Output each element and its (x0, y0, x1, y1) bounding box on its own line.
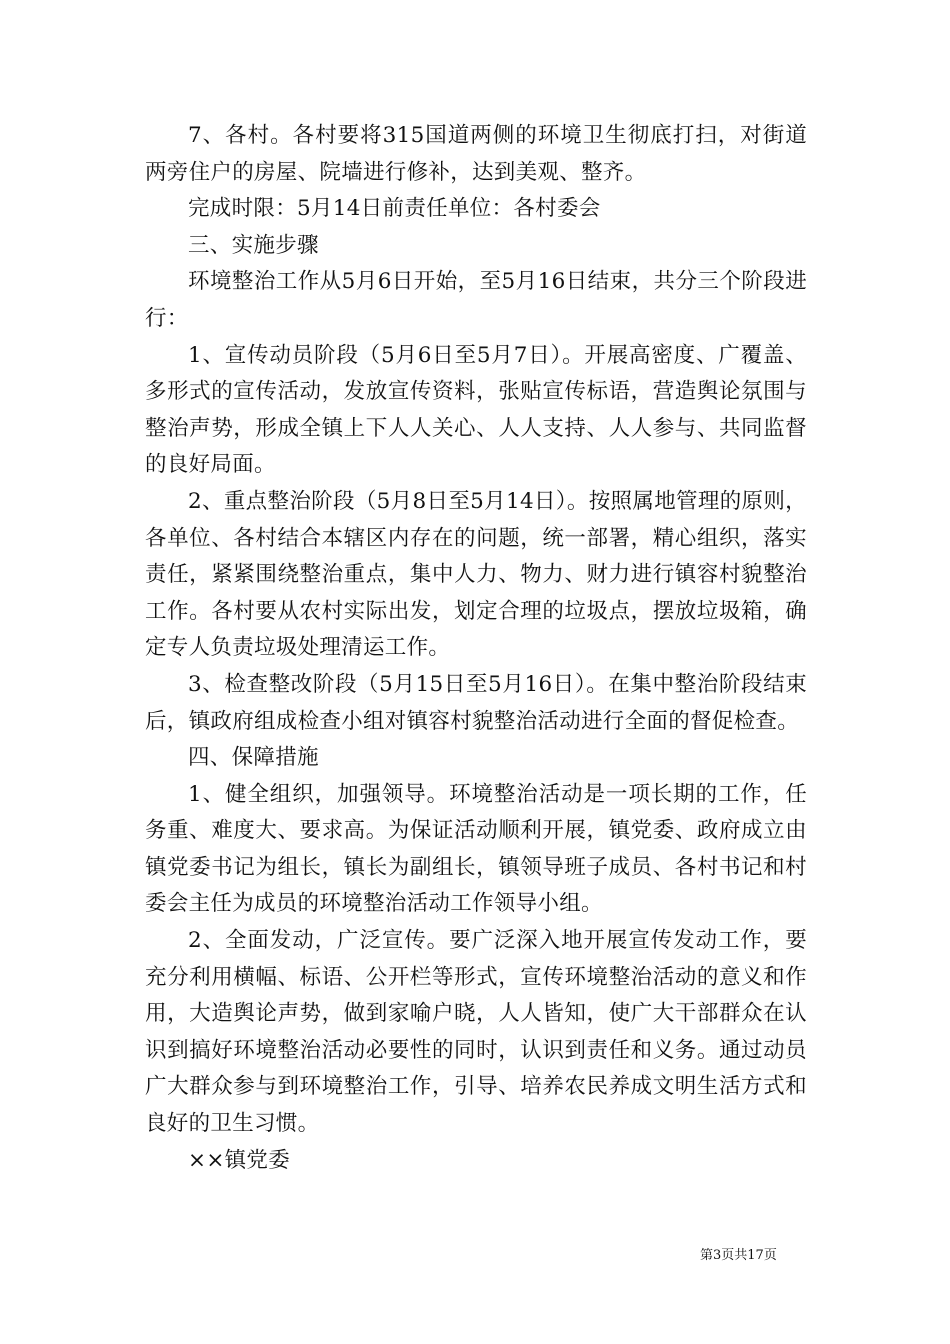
signature-party-committee: ××镇党委 (188, 1147, 291, 1173)
section-heading-implementation-steps: 三、实施步骤 (188, 232, 319, 258)
section-heading-safeguard-measures: 四、保障措施 (188, 745, 319, 771)
paragraph-stage-3-inspection: 3、检查整改阶段（5月15日至5月16日）。在集中整治阶段结束后，镇政府组成检查小组对镇容村貌整治活动进行全面的督促检查。 (145, 671, 807, 734)
paragraph-village-cleanup: 7、各村。各村要将315国道两侧的环境卫生彻底打扫，对街道两旁住户的房屋、院墙进行修补，达到美观、整齐。 (145, 123, 807, 185)
paragraph-deadline: 完成时限：5月14日前责任单位：各村委会 (188, 196, 601, 222)
paragraph-stage-1-publicity: 1、宣传动员阶段（5月6日至5月7日）。开展高密度、广覆盖、多形式的宣传活动，发放宣传资料，张贴宣传标语，营造舆论氛围与整治声势，形成全镇上下人人关心、人人支持、人人参与、共同监督的良好局面。 (145, 342, 807, 478)
paragraph-measure-1-organization: 1、健全组织，加强领导。环境整治活动是一项长期的工作，任务重、难度大、要求高。为保证活动顺利开展，镇党委、政府成立由镇党委书记为组长，镇长为副组长，镇领导班子成员、各村书记和村委会主任为成员的环境整治活动工作领导小组。 (145, 781, 807, 917)
document-body (145, 118, 807, 1179)
paragraph-schedule-overview: 环境整治工作从5月6日开始，至5月16日结束，共分三个阶段进行： (145, 269, 807, 331)
page-number-footer: 第3页共17页 (700, 1248, 777, 1263)
paragraph-measure-2-publicity: 2、全面发动，广泛宣传。要广泛深入地开展宣传发动工作，要充分利用横幅、标语、公开栏等形式，宣传环境整治活动的意义和作用，大造舆论声势，做到家喻户晓，人人皆知，使广大干部群众在认识到搞好环境整治活动必要性的同时，认识到责任和义务。通过动员广大群众参与到环境整治工作，引导、培养农民养成文明生活方式和良好的卫生习惯。 (145, 928, 807, 1137)
paragraph-stage-2-key-rectification: 2、重点整治阶段（5月8日至5月14日）。按照属地管理的原则，各单位、各村结合本辖区内存在的问题，统一部署，精心组织，落实责任，紧紧围绕整治重点，集中人力、物力、财力进行镇容村貌整治工作。各村要从农村实际出发，划定合理的垃圾点，摆放垃圾箱，确定专人负责垃圾处理清运工作。 (145, 488, 807, 661)
